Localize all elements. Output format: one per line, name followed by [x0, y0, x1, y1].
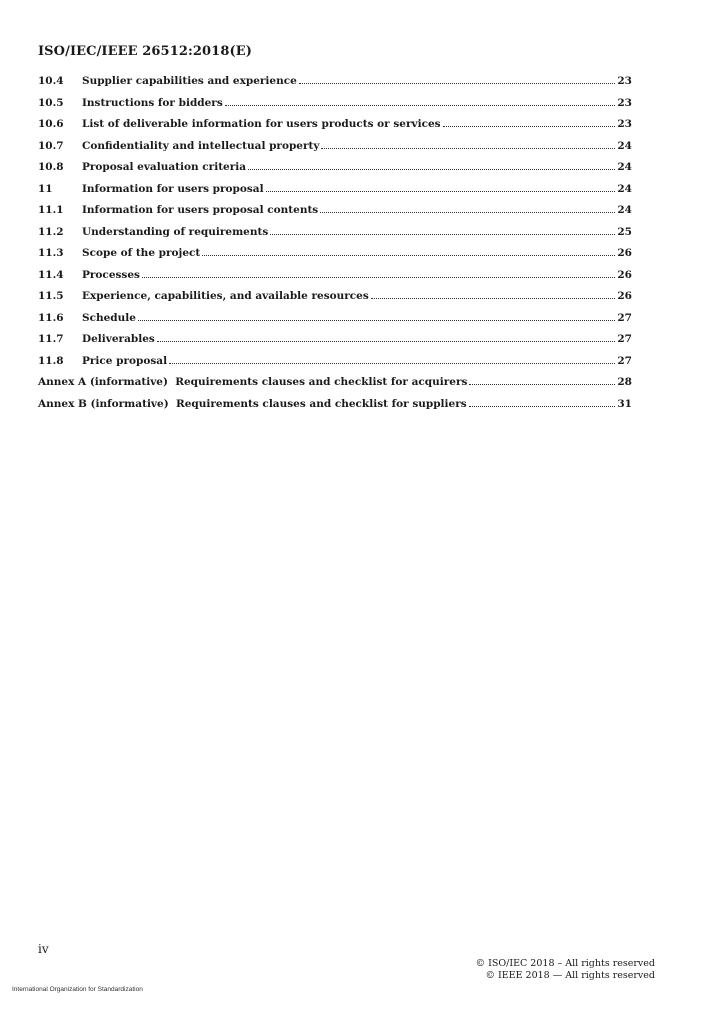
toc-entry-title: Deliverables: [82, 333, 155, 345]
page-number: iv: [38, 942, 49, 956]
toc-entry-title: Instructions for bidders: [82, 96, 223, 109]
toc-entry[interactable]: [38, 204, 632, 226]
toc-entry[interactable]: [38, 333, 632, 355]
toc-entry-page: 28: [617, 376, 632, 388]
toc-entry-page: 26: [617, 268, 632, 281]
toc-entry-page: 27: [617, 311, 632, 324]
toc-leader: [266, 191, 616, 192]
toc-leader: [469, 384, 615, 385]
toc-entry-page: 23: [617, 96, 632, 109]
toc-entry[interactable]: [38, 118, 632, 140]
toc-entry[interactable]: [38, 183, 632, 205]
toc-entry-title: List of deliverable information for users products or services: [82, 118, 441, 130]
toc-entry-page: 26: [617, 290, 632, 302]
toc-entry-page: 23: [617, 75, 632, 87]
toc-entry-title: Price proposal: [82, 354, 168, 367]
toc-entry-number: 11.8: [38, 354, 64, 367]
toc-entry-number: 11.7: [38, 333, 64, 345]
toc-leader: [371, 298, 616, 299]
toc-leader: [320, 212, 615, 213]
toc-leader: [157, 341, 616, 342]
toc-entry-page: 27: [617, 333, 632, 345]
toc-entry-number: 11.2: [38, 225, 64, 238]
table-of-contents: [38, 75, 632, 419]
toc-entry[interactable]: [38, 161, 632, 183]
copyright-iso: © ISO/IEC 2018 – All rights reserved: [475, 958, 655, 969]
toc-entry-page: 26: [617, 247, 632, 259]
toc-entry-number: 10.7: [38, 139, 64, 152]
toc-entry-title: Experience, capabilities, and available resources: [82, 290, 369, 302]
toc-entry-annex-b[interactable]: [38, 398, 632, 420]
toc-leader: [321, 148, 615, 149]
toc-entry-page: 24: [617, 182, 632, 195]
toc-entry-title: Annex B (informative) Requirements clauses and checklist for suppliers: [38, 397, 467, 410]
toc-entry-number: 11.5: [38, 290, 64, 302]
toc-entry-page: 25: [617, 225, 632, 238]
toc-entry-title: Scope of the project: [82, 247, 201, 259]
toc-leader: [225, 105, 616, 106]
toc-entry-page: 24: [617, 161, 632, 173]
toc-entry-title: Understanding of requirements: [82, 225, 269, 238]
toc-entry[interactable]: [38, 226, 632, 248]
toc-entry[interactable]: [38, 140, 632, 162]
toc-entry-page: 27: [617, 354, 632, 367]
toc-entry[interactable]: [38, 269, 632, 291]
toc-entry-title: Proposal evaluation criteria: [82, 161, 247, 173]
toc-leader: [469, 406, 616, 407]
toc-entry-title: Annex A (informative) Requirements clauses and checklist for acquirers: [38, 376, 468, 388]
toc-entry-number: 11.1: [38, 204, 64, 216]
toc-entry-title: Supplier capabilities and experience: [82, 75, 297, 87]
toc-leader: [299, 83, 616, 84]
toc-leader: [248, 169, 615, 170]
toc-entry[interactable]: [38, 312, 632, 334]
toc-entry[interactable]: [38, 247, 632, 269]
toc-entry-number: 10.6: [38, 118, 64, 130]
toc-entry-title: Information for users proposal: [82, 182, 264, 195]
toc-entry-number: 10.4: [38, 75, 64, 87]
toc-entry-number: 11: [38, 182, 53, 195]
toc-entry-number: 10.8: [38, 161, 64, 173]
toc-leader: [270, 234, 615, 235]
toc-entry-page: 24: [617, 139, 632, 152]
toc-entry[interactable]: [38, 75, 632, 97]
toc-entry-page: 23: [617, 118, 632, 130]
toc-leader: [202, 255, 615, 256]
toc-leader: [138, 320, 615, 321]
toc-leader: [443, 126, 616, 127]
toc-entry-number: 10.5: [38, 96, 64, 109]
toc-entry-title: Schedule: [82, 311, 136, 324]
toc-entry-page: 31: [617, 397, 632, 410]
toc-entry[interactable]: [38, 355, 632, 377]
toc-entry-annex-a[interactable]: [38, 376, 632, 398]
toc-entry-number: 11.3: [38, 247, 64, 259]
document-header: ISO/IEC/IEEE 26512:2018(E): [38, 44, 252, 59]
toc-leader: [142, 277, 615, 278]
toc-entry-title: Information for users proposal contents: [82, 204, 319, 216]
toc-entry-title: Confidentiality and intellectual property: [82, 139, 320, 152]
toc-entry-title: Processes: [82, 268, 140, 281]
toc-entry-page: 24: [617, 204, 632, 216]
toc-entry[interactable]: [38, 290, 632, 312]
copyright-notice: [476, 958, 655, 982]
copyright-ieee: © IEEE 2018 — All rights reserved: [485, 970, 655, 981]
toc-entry-number: 11.6: [38, 311, 64, 324]
toc-entry-number: 11.4: [38, 268, 64, 281]
toc-leader: [169, 363, 615, 364]
organization-footer: International Organization for Standardization: [12, 986, 143, 993]
toc-entry[interactable]: [38, 97, 632, 119]
